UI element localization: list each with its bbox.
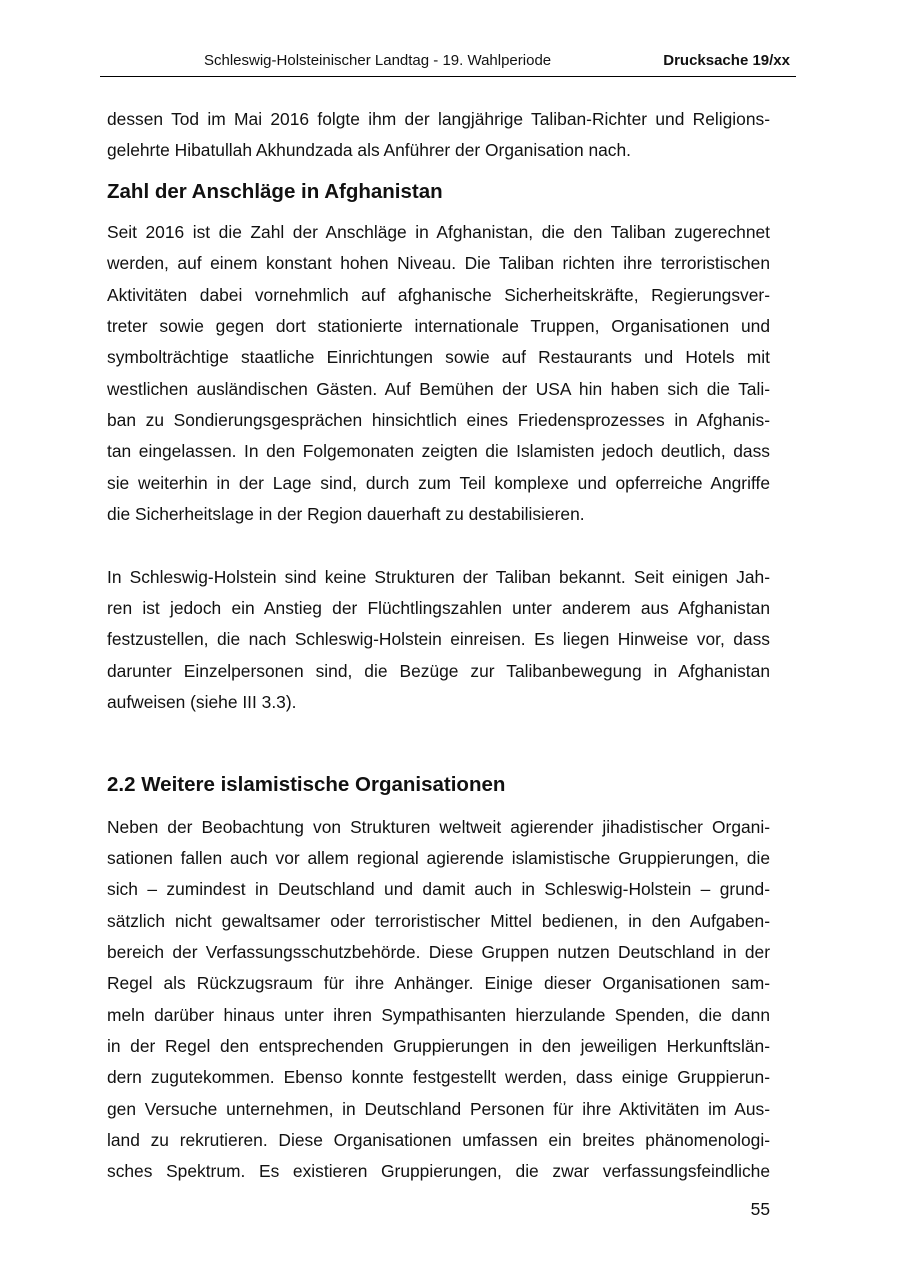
paragraph-line: tan eingelassen. In den Folgemonaten zeigten die Islamisten jedoch deutlich, dass — [107, 441, 770, 461]
paragraph-line: dern zugutekommen. Ebenso konnte festgestellt werden, dass einige Gruppierun- — [107, 1067, 770, 1087]
page-number: 55 — [750, 1199, 770, 1219]
intro-line: dessen Tod im Mai 2016 folgte ihm der langjährige Taliban-Richter und Religions- — [107, 109, 770, 129]
paragraph-line: sich – zumindest in Deutschland und damit auch in Schleswig-Holstein – grund- — [107, 879, 770, 899]
paragraph-line: sätzlich nicht gewaltsamer oder terroristischer Mittel bedienen, in den Aufgaben- — [107, 911, 770, 931]
paragraph-line: festzustellen, die nach Schleswig-Holstein einreisen. Es liegen Hinweise vor, dass — [107, 629, 770, 649]
paragraph-line: Seit 2016 ist die Zahl der Anschläge in Afghanistan, die den Taliban zugerechnet — [107, 222, 770, 242]
paragraph-line: land zu rekrutieren. Diese Organisationen umfassen ein breites phänomenologi- — [107, 1130, 770, 1150]
paragraph-line: meln darüber hinaus unter ihren Sympathisanten hierzulande Spenden, die dann — [107, 1005, 770, 1025]
paragraph-line: sationen fallen auch vor allem regional agierende islamistische Gruppierungen, die — [107, 848, 770, 868]
page-header — [100, 48, 796, 77]
paragraph-line: darunter Einzelpersonen sind, die Bezüge zur Talibanbewegung in Afghanistan — [107, 661, 770, 681]
paragraph-line: werden, auf einem konstant hohen Niveau. Die Taliban richten ihre terroristischen — [107, 253, 770, 273]
paragraph-line: ban zu Sondierungsgesprächen hinsichtlich eines Friedensprozesses in Afghanis- — [107, 410, 770, 430]
header-document-number: Drucksache 19/xx — [663, 52, 790, 69]
paragraph-line: ren ist jedoch ein Anstieg der Flüchtlingszahlen unter anderem aus Afghanistan — [107, 598, 770, 618]
paragraph-line: bereich der Verfassungsschutzbehörde. Diese Gruppen nutzen Deutschland in der — [107, 942, 770, 962]
paragraph-line: sches Spektrum. Es existieren Gruppierungen, die zwar verfassungsfeindliche — [107, 1161, 770, 1181]
paragraph-line: Regel als Rückzugsraum für ihre Anhänger. Einige dieser Organisationen sam- — [107, 973, 770, 993]
paragraph-line: westlichen ausländischen Gästen. Auf Bemühen der USA hin haben sich die Tali- — [107, 379, 770, 399]
paragraph-line: treter sowie gegen dort stationierte internationale Truppen, Organisationen und — [107, 316, 770, 336]
section-heading-attacks: Zahl der Anschläge in Afghanistan — [107, 180, 443, 203]
paragraph-line: die Sicherheitslage in der Region dauerhaft zu destabilisieren. — [107, 504, 585, 524]
paragraph-line: sie weiterhin in der Lage sind, durch zum Teil komplexe und opferreiche Angriffe — [107, 473, 770, 493]
paragraph-line: symbolträchtige staatliche Einrichtungen sowie auf Restaurants und Hotels mit — [107, 347, 770, 367]
paragraph-line: Aktivitäten dabei vornehmlich auf afghanische Sicherheitskräfte, Regierungsver- — [107, 285, 770, 305]
paragraph-line: Neben der Beobachtung von Strukturen weltweit agierender jihadistischer Organi- — [107, 817, 770, 837]
section-heading-2-2: 2.2 Weitere islamistische Organisationen — [107, 773, 506, 796]
paragraph-line: in der Regel den entsprechenden Gruppierungen in den jeweiligen Herkunftslän- — [107, 1036, 770, 1056]
paragraph-line: aufweisen (siehe III 3.3). — [107, 692, 297, 712]
intro-line: gelehrte Hibatullah Akhundzada als Anführer der Organisation nach. — [107, 140, 631, 160]
paragraph-line: gen Versuche unternehmen, in Deutschland Personen für ihre Aktivitäten im Aus- — [107, 1099, 770, 1119]
header-title: Schleswig-Holsteinischer Landtag - 19. Wahlperiode — [204, 52, 552, 69]
paragraph-line: In Schleswig-Holstein sind keine Strukturen der Taliban bekannt. Seit einigen Jah- — [107, 567, 770, 587]
